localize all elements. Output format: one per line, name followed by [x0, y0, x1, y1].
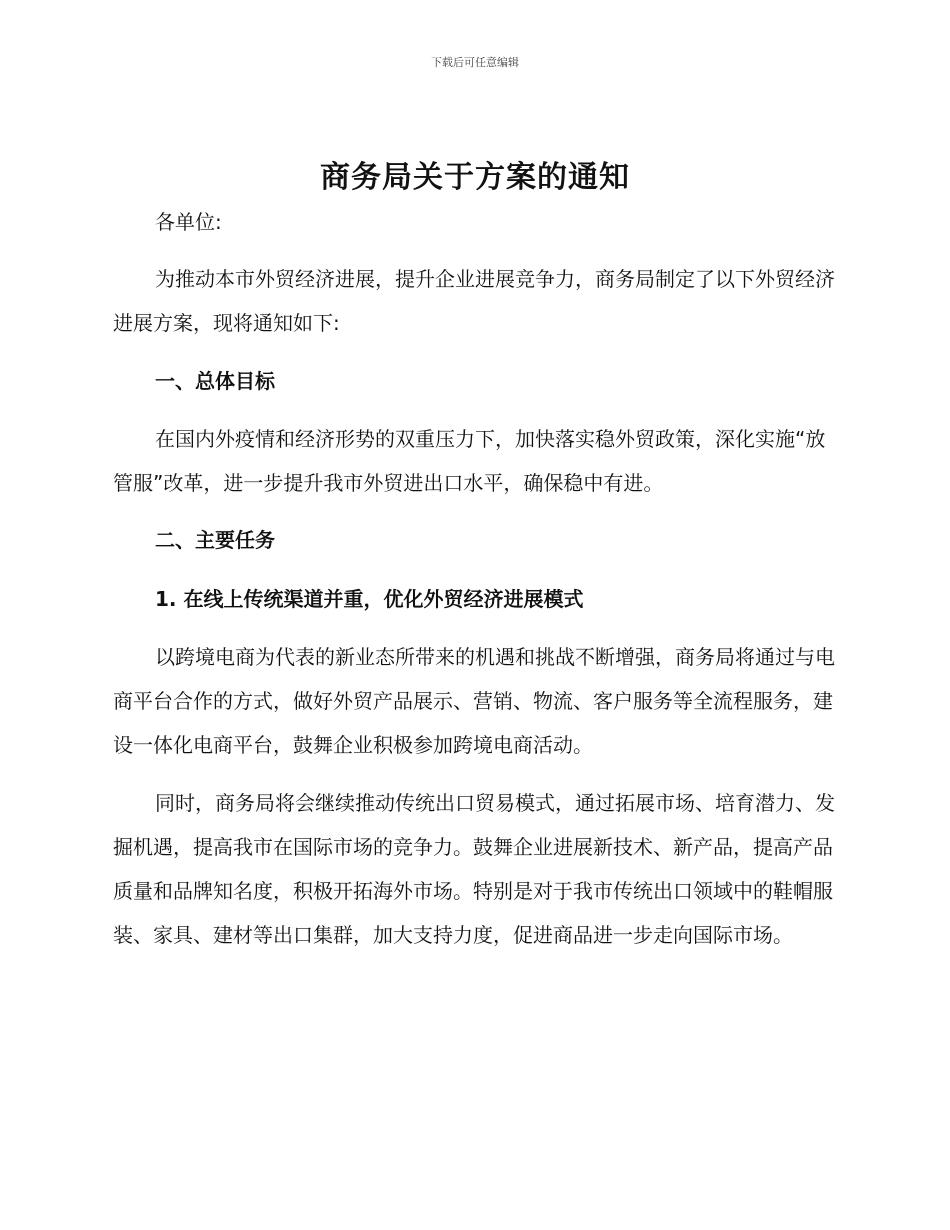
subsection1-heading: 1. 在线上传统渠道并重，优化外贸经济进展模式 [155, 587, 584, 611]
subsection1-paragraph-1: 以跨境电商为代表的新业态所带来的机遇和挑战不断增强，商务局将通过与电商平台合作的方式，做好外贸产品展示、营销、物流、客户服务等全流程服务，建设一体化电商平台，鼓舞企业积极参加跨境电商活动。 [113, 645, 835, 757]
section1-heading: 一、总体目标 [155, 369, 275, 393]
section1-paragraph: 在国内外疫情和经济形势的双重压力下，加快落实稳外贸政策，深化实施“放管服”改革，进一步提升我市外贸进出口水平，确保稳中有进。 [113, 427, 826, 495]
section2-heading: 二、主要任务 [155, 528, 275, 552]
header-note: 下载后可任意编辑 [431, 56, 519, 69]
intro-paragraph: 为推动本市外贸经济进展，提升企业进展竞争力，商务局制定了以下外贸经济进展方案，现将通知如下: [113, 267, 835, 335]
subsection1-paragraph-2: 同时，商务局将会继续推动传统出口贸易模式，通过拓展市场、培育潜力、发掘机遇，提高我市在国际市场的竞争力。鼓舞企业进展新技术、新产品，提高产品质量和品牌知名度，积极开拓海外市场。特别是对于我市传统出口领域中的鞋帽服装、家具、建材等出口集群，加大支持力度，促进商品进一步走向国际市场。 [113, 791, 835, 947]
salutation: 各单位: [155, 210, 222, 234]
document-title: 商务局关于方案的通知 [320, 160, 630, 195]
